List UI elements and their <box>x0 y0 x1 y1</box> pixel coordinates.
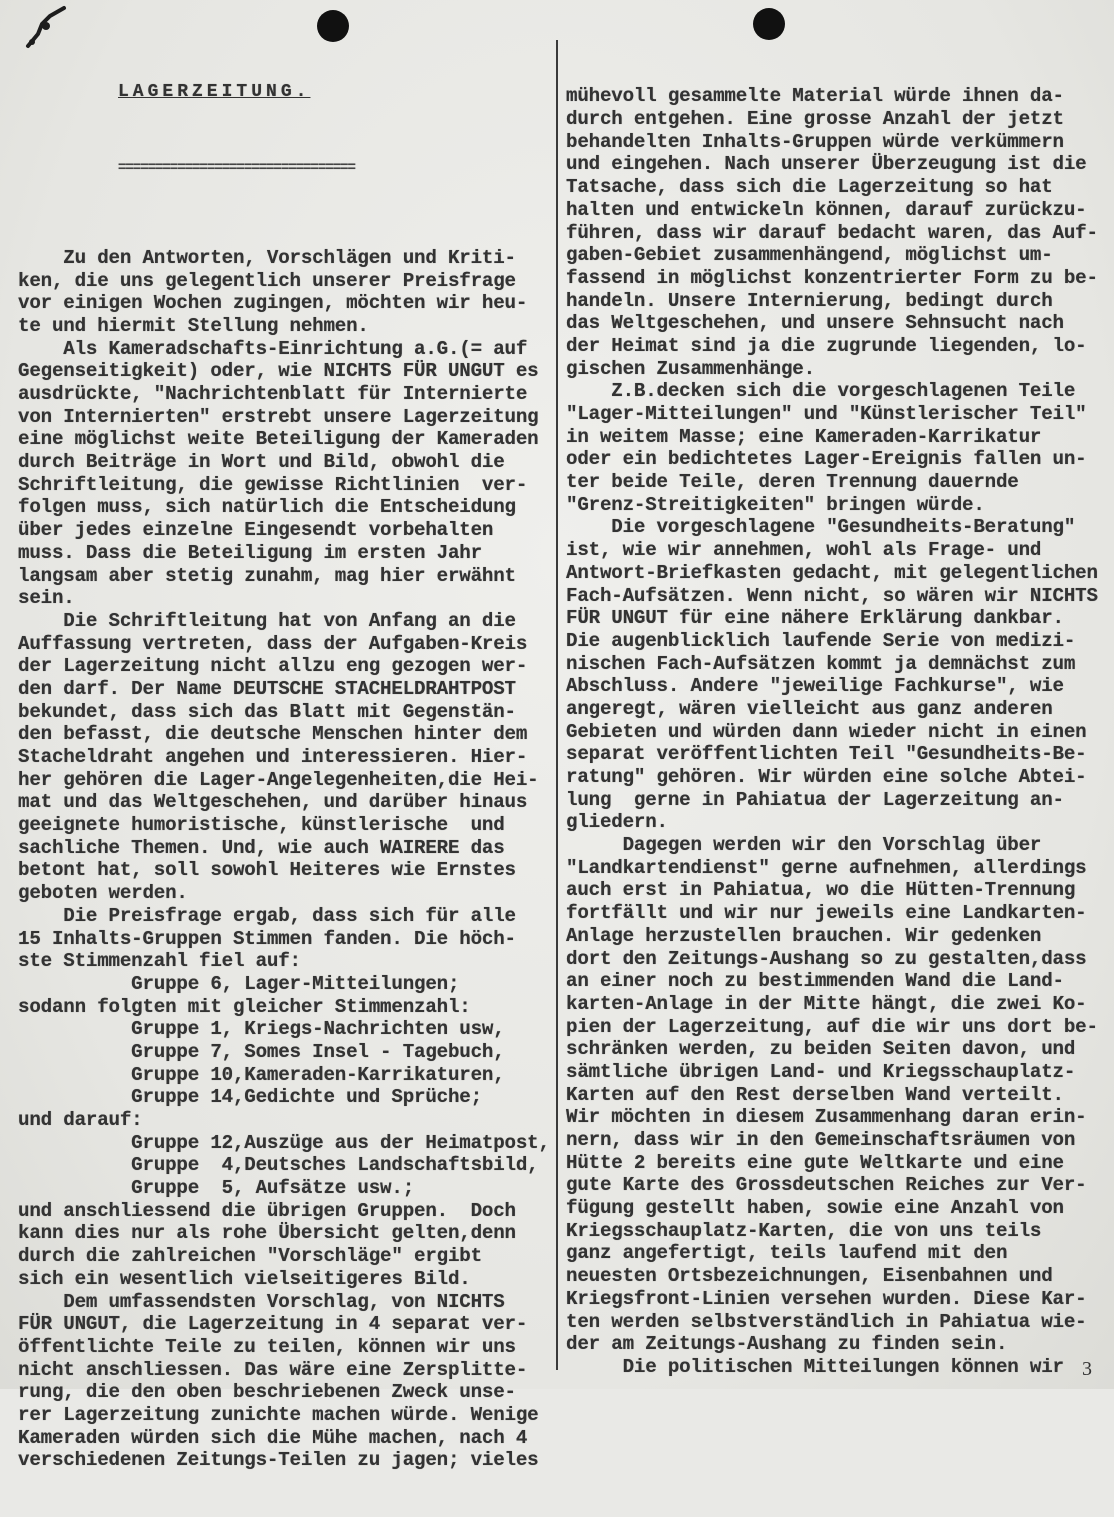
text-line: ste Stimmenzahl fiel auf: <box>18 950 301 973</box>
text-line: betont hat, soll sowohl Heiteres wie Ernstes <box>18 859 516 882</box>
text-line: Anlage herzustellen brauchen. Wir gedenken <box>566 924 1042 947</box>
text-line: Antwort-Briefkasten gedacht, mit gelegentlichen <box>566 561 1098 584</box>
column-divider <box>556 40 558 1370</box>
text-line: langsam aber stetig zunahm, mag hier erwähnt <box>18 564 516 587</box>
text-line: der Lagerzeitung nicht allzu eng gezogen wer- <box>18 655 528 678</box>
text-line: eine möglichst weite Beteiligung der Kameraden <box>18 428 539 451</box>
text-line: Die vorgeschlagene "Gesundheits-Beratung" <box>566 516 1076 539</box>
text-line: in weitem Masse; eine Kameraden-Karrikatur <box>566 425 1042 448</box>
text-line: rung, die den oben beschriebenen Zweck unse- <box>18 1381 516 1404</box>
text-line: nicht anschliessen. Das wäre eine Zersplitte- <box>18 1358 528 1381</box>
text-line: oder ein bedichtetes Lager-Ereignis fallen un- <box>566 448 1087 471</box>
text-line: Die Schriftleitung hat von Anfang an die <box>18 609 516 632</box>
text-line: an einer noch zu bestimmenden Wand die Land- <box>566 970 1064 993</box>
text-line: Gegenseitigkeit) oder, wie NICHTS FÜR UNGUT es <box>18 360 539 383</box>
text-line: ganz angefertigt, teils laufend mit den <box>566 1242 1019 1265</box>
text-line: gliedern. <box>566 811 668 834</box>
text-line: Kriegsschauplatz-Karten, die von uns teils <box>566 1219 1042 1242</box>
text-line: Tatsache, dass sich die Lagerzeitung so hat <box>566 176 1053 199</box>
text-line: "Grenz-Streitigkeiten" bringen würde. <box>566 493 985 516</box>
text-line: schränken werden, zu beiden Seiten davon, und <box>566 1038 1076 1061</box>
text-line: halten und entwickeln können, darauf zurückzu- <box>566 198 1087 221</box>
text-line: Hütte 2 bereits eine gute Weltkarte und eine <box>566 1151 1064 1174</box>
text-line: FÜR UNGUT, die Lagerzeitung in 4 separat ver- <box>18 1313 528 1336</box>
text-line: Dagegen werden wir den Vorschlag über <box>566 834 1042 857</box>
text-line: führen, dass wir darauf bedacht waren, das Auf- <box>566 221 1098 244</box>
text-line: fügung gestellt haben, sowie eine Anzahl von <box>566 1197 1064 1220</box>
text-line: Kameraden würden sich die Mühe machen, nach 4 <box>18 1426 528 1449</box>
text-line: dort den Zeitungs-Aushang so zu gestalten,dass <box>566 947 1087 970</box>
text-line: ratung" gehören. Wir würden eine solche Abtei- <box>566 766 1087 789</box>
text-line: sämtliche übrigen Land- und Kriegsschauplatz- <box>566 1060 1076 1083</box>
text-line: Die politischen Mitteilungen können wir <box>566 1355 1064 1378</box>
text-line: Abschluss. Andere "jeweilige Fachkurse", wie <box>566 675 1064 698</box>
text-line: Gebieten und würden dann wieder nicht in einen <box>566 720 1087 743</box>
text-line: und anschliessend die übrigen Gruppen. Doch <box>18 1199 516 1222</box>
text-line: Gruppe 4,Deutsches Landschaftsbild, <box>18 1154 539 1177</box>
text-line: gaben-Gebiet zusammenhängend, möglichst um- <box>566 244 1053 267</box>
text-line: separat veröffentlichten Teil "Gesundheits-Be- <box>566 743 1087 766</box>
text-line: den darf. Der Name DEUTSCHE STACHELDRAHTPOST <box>18 677 516 700</box>
text-line: muss. Dass die Beteiligung im ersten Jahr <box>18 541 482 564</box>
text-line: Karten auf den Rest derselben Wand verteilt. <box>566 1083 1064 1106</box>
text-line: her gehören die Lager-Angelegenheiten,die Hei- <box>18 768 539 791</box>
page-number: 3 <box>1082 1358 1092 1380</box>
text-line: durch die zahlreichen "Vorschläge" ergibt <box>18 1245 482 1268</box>
text-line: das Weltgeschehen, und unsere Sehnsucht nach <box>566 312 1064 335</box>
text-line: durch entgehen. Eine grosse Anzahl der jetzt <box>566 108 1064 131</box>
text-line: Schriftleitung, die gewisse Richtlinien ver- <box>18 473 528 496</box>
text-line: handeln. Unsere Internierung, bedingt durch <box>566 289 1053 312</box>
text-line: Stacheldraht angehen und interessieren. Hier- <box>18 746 528 769</box>
text-line: der am Zeitungs-Aushang zu finden sein. <box>566 1333 1008 1356</box>
punch-hole-right <box>753 8 785 40</box>
text-line: pien der Lagerzeitung, auf die wir uns dort be- <box>566 1015 1098 1038</box>
text-line: der Heimat sind ja die zugrunde liegenden, lo- <box>566 334 1087 357</box>
text-line: und eingehen. Nach unserer Überzeugung ist die <box>566 153 1087 176</box>
text-line: ist, wie wir annehmen, wohl als Frage- und <box>566 539 1042 562</box>
text-line: Dem umfassendsten Vorschlag, von NICHTS <box>18 1290 505 1313</box>
text-line: Kriegsfront-Linien versehen wurden. Diese Kar- <box>566 1287 1087 1310</box>
text-line: bekundet, dass sich das Blatt mit Gegenstän- <box>18 700 516 723</box>
text-line: Die Preisfrage ergab, dass sich für alle <box>18 904 516 927</box>
text-line: "Landkartendienst" gerne aufnehmen, allerdings <box>566 856 1087 879</box>
text-line: Auffassung vertreten, dass der Aufgaben-Kreis <box>18 632 528 655</box>
text-line: sachliche Themen. Und, wie auch WAIRERE das <box>18 836 505 859</box>
text-line: karten-Anlage in der Mitte hängt, die zwei Ko- <box>566 992 1087 1015</box>
text-line: Gruppe 1, Kriegs-Nachrichten usw, <box>18 1018 505 1041</box>
text-line: FÜR UNGUT für eine nähere Erklärung dankbar. <box>566 607 1064 630</box>
text-line: vor einigen Wochen zugingen, möchten wir heu- <box>18 292 528 315</box>
text-line: Als Kameradschafts-Einrichtung a.G.(= auf <box>18 337 528 360</box>
text-line: lung gerne in Pahiatua der Lagerzeitung an- <box>566 788 1064 811</box>
text-line: sein. <box>18 587 75 610</box>
text-line: Z.B.decken sich die vorgeschlagenen Teile <box>566 380 1076 403</box>
left-column-text <box>18 224 548 1472</box>
text-line: kann dies nur als rohe Übersicht gelten,denn <box>18 1222 516 1245</box>
text-line: geeignete humoristische, künstlerische und <box>18 814 505 837</box>
left-column <box>18 36 548 1517</box>
text-line: verschiedenen Zeitungs-Teilen zu jagen; vieles <box>18 1449 539 1472</box>
text-line: und darauf: <box>18 1109 143 1132</box>
text-line: ausdrückte, "Nachrichtenblatt für Internierte <box>18 383 528 406</box>
text-line: nern, dass wir in den Gemeinschaftsräumen von <box>566 1129 1076 1152</box>
right-column-text <box>566 85 1100 1378</box>
text-line: Gruppe 14,Gedichte und Sprüche; <box>18 1086 482 1109</box>
text-line: neuesten Ortsbezeichnungen, Eisenbahnen und <box>566 1265 1053 1288</box>
text-line: von Internierten" erstrebt unsere Lagerzeitung <box>18 405 539 428</box>
text-line: über jedes einzelne Eingesendt vorbehalten <box>18 519 494 542</box>
text-line: Wir möchten in diesem Zusammenhang daran erin- <box>566 1106 1087 1129</box>
document-title: LAGERZEITUNG. <box>118 82 311 103</box>
title-rule: ================================ <box>118 159 355 176</box>
text-line <box>18 224 548 247</box>
text-line: sich ein wesentlich vielseitigeres Bild. <box>18 1267 471 1290</box>
text-line: den befasst, die deutsche Menschen hinter dem <box>18 723 528 746</box>
text-line: geboten werden. <box>18 882 188 905</box>
text-line: Gruppe 10,Kameraden-Karrikaturen, <box>18 1063 505 1086</box>
text-line: öffentlichte Teile zu teilen, können wir uns <box>18 1335 516 1358</box>
text-line: Gruppe 12,Auszüge aus der Heimatpost, <box>18 1131 550 1154</box>
text-line: mühevoll gesammelte Material würde ihnen da- <box>566 85 1064 108</box>
text-line: Zu den Antworten, Vorschlägen und Kriti- <box>18 246 516 269</box>
text-line: rer Lagerzeitung zunichte machen würde. Wenige <box>18 1403 539 1426</box>
text-line: te und hiermit Stellung nehmen. <box>18 314 369 337</box>
text-line: "Lager-Mitteilungen" und "Künstlerischer Teil" <box>566 403 1087 426</box>
text-line: ter beide Teile, deren Trennung dauernde <box>566 471 1019 494</box>
text-line: fortfällt und wir nur jeweils eine Landkarten- <box>566 902 1087 925</box>
text-line: mat und das Weltgeschehen, und darüber hinaus <box>18 791 528 814</box>
text-line: auch erst in Pahiatua, wo die Hütten-Trennung <box>566 879 1076 902</box>
text-line: Gruppe 7, Somes Insel - Tagebuch, <box>18 1040 505 1063</box>
text-line: angeregt, wären vielleicht aus ganz anderen <box>566 697 1053 720</box>
text-line: Die augenblicklich laufende Serie von medizi- <box>566 629 1076 652</box>
text-line: Fach-Aufsätzen. Wenn nicht, so wären wir NICHTS <box>566 584 1098 607</box>
text-line: folgen muss, sich natürlich die Entscheidung <box>18 496 516 519</box>
text-line: behandelten Inhalts-Gruppen würde verkümmern <box>566 130 1064 153</box>
text-line: gute Karte des Grossdeutschen Reiches zur Ver- <box>566 1174 1087 1197</box>
text-line: Gruppe 5, Aufsätze usw.; <box>18 1177 415 1200</box>
text-line: 15 Inhalts-Gruppen Stimmen fanden. Die höch- <box>18 927 516 950</box>
text-line: nischen Fach-Aufsätzen kommt ja demnächst zum <box>566 652 1076 675</box>
text-line: Gruppe 6, Lager-Mitteilungen; <box>18 972 460 995</box>
text-line: fassend in möglichst konzentrierter Form zu be- <box>566 266 1098 289</box>
text-line: ken, die uns gelegentlich unserer Preisfrage <box>18 269 516 292</box>
right-column <box>566 40 1100 1424</box>
text-line: gischen Zusammenhänge. <box>566 357 815 380</box>
text-line: durch Beiträge in Wort und Bild, obwohl die <box>18 451 505 474</box>
text-line: sodann folgten mit gleicher Stimmenzahl: <box>18 995 471 1018</box>
text-line: ten werden selbstverständlich in Pahiatua wie- <box>566 1310 1087 1333</box>
